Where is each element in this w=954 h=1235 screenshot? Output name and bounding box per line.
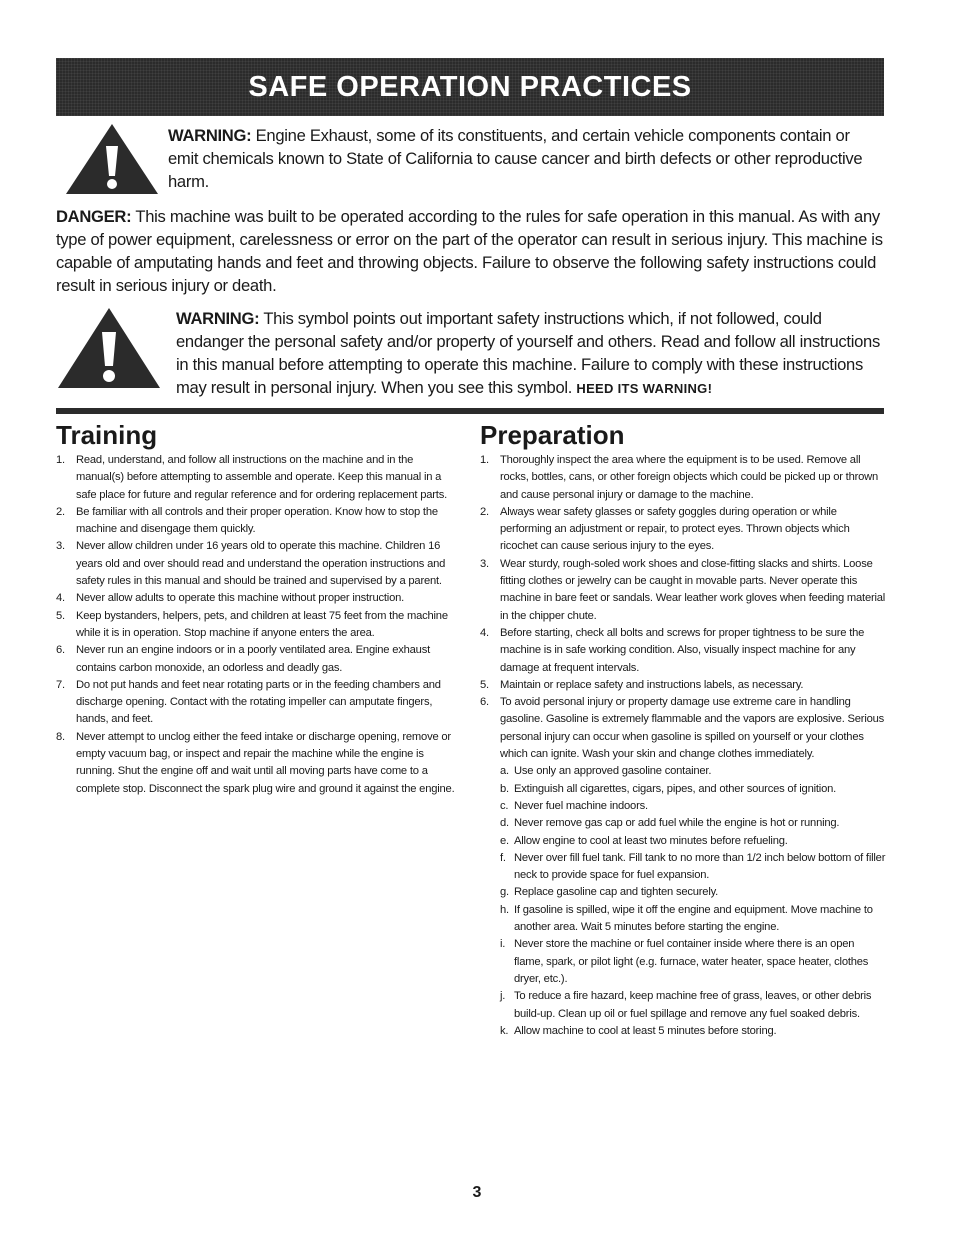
list-item-text: Wear sturdy, rough-soled work shoes and close-fitting slacks and shirts. Loose fitting clothes or jewelry can be caught in movable parts. Never operate this machine in bare feet or sandals. Wear leather work gloves when feeding material in the chipper chute.: [500, 557, 886, 622]
list-item-text: If gasoline is spilled, wipe it off the engine and equipment. Move machine to another area. Wait 5 minutes before starting the engine.: [514, 903, 873, 934]
list-item-number: e.: [500, 834, 509, 847]
list-item-text: Be familiar with all controls and their proper operation. Know how to stop the machine and disengage them quickly.: [76, 505, 438, 536]
list-item-text: Replace gasoline cap and tighten securely.: [514, 886, 719, 899]
training-heading: Training: [56, 420, 158, 450]
list-item-number: 4.: [56, 592, 65, 605]
list-item-number: 5.: [56, 609, 65, 622]
heed-warning-text: HEED ITS WARNING!: [576, 381, 713, 396]
list-item: [480, 504, 886, 556]
danger-text: [56, 205, 884, 297]
list-item-number: i.: [500, 938, 506, 951]
banner-title: SAFE OPERATION PRACTICES: [248, 70, 692, 103]
list-item-number: 3.: [480, 557, 489, 570]
sub-list-container: [480, 763, 886, 1040]
warning-body: Engine Exhaust, some of its constituents, and certain vehicle components contain or emit chemicals known to State of California to cause cancer and birth defects or other reproductive harm.: [168, 126, 863, 191]
page-number: 3: [472, 1184, 482, 1201]
sub-list-item: [500, 763, 886, 780]
list-item-number: k.: [500, 1024, 509, 1037]
list-item-number: h.: [500, 903, 509, 916]
list-item-number: 7.: [56, 678, 65, 691]
danger-label: DANGER:: [56, 207, 132, 226]
list-item: [480, 677, 886, 694]
list-item-number: 1.: [56, 454, 65, 466]
list-item-text: Allow engine to cool at least two minutes before refueling.: [514, 834, 788, 847]
list-item-number: 6.: [480, 696, 489, 709]
list-item-number: f.: [500, 851, 506, 864]
sub-list-item: [500, 833, 886, 850]
sub-list-item: [500, 902, 886, 937]
gasoline-sub-list: [500, 763, 886, 1040]
list-item-text: Never run an engine indoors or in a poorly ventilated area. Engine exhaust contains carbon monoxide, an odorless and deadly gas.: [76, 644, 430, 674]
training-list: [56, 452, 464, 798]
sub-list-item: [500, 781, 886, 798]
list-item-text: Maintain or replace safety and instructions labels, as necessary.: [500, 678, 804, 691]
list-item-text: Use only an approved gasoline container.: [514, 765, 712, 778]
list-item-text: Allow machine to cool at least 5 minutes before storing.: [514, 1024, 777, 1037]
list-item-number: a.: [500, 765, 509, 778]
list-item-text: Always wear safety glasses or safety goggles during operation or while performing an adjustment or repair, to protect eyes. Thrown objects which ricochet can cause serious injury to the eyes.: [500, 505, 850, 553]
list-item-number: 5.: [480, 678, 489, 691]
sub-list-item: [500, 798, 886, 815]
list-item-text: Never fuel machine indoors.: [514, 799, 648, 812]
list-item-number: 1.: [480, 454, 489, 466]
warning-triangle-icon: [56, 306, 162, 390]
list-item-number: j.: [500, 990, 506, 1003]
list-item-text: Never store the machine or fuel container inside where there is an open flame, spark, or pilot light (e.g. furnace, water heater, space heater, clothes dryer, etc.).: [514, 938, 869, 985]
warning-triangle-icon: [64, 122, 160, 196]
list-item-number: c.: [500, 799, 509, 812]
list-item: [56, 504, 464, 539]
list-item: [56, 608, 464, 643]
list-item-text: To reduce a fire hazard, keep machine free of grass, leaves, or other debris build-up. Clean up oil or fuel spillage and remove any fuel soaked debris.: [514, 990, 872, 1020]
list-item-number: 2.: [56, 505, 65, 518]
list-item-number: g.: [500, 886, 509, 899]
preparation-heading: Preparation: [480, 420, 625, 450]
list-item: [56, 538, 464, 590]
sub-list-item: [500, 815, 886, 832]
list-item-text: Read, understand, and follow all instructions on the machine and in the manual(s) before attempting to assemble and operate. Keep this manual in a safe place for future and regular reference and for ordering replacement parts.: [76, 454, 448, 501]
list-item-text: Never remove gas cap or add fuel while the engine is hot or running.: [514, 817, 840, 830]
list-item: [480, 694, 886, 763]
list-item: [56, 729, 464, 798]
list-item-number: 3.: [56, 540, 65, 553]
list-item: [56, 642, 464, 677]
list-item-number: b.: [500, 782, 509, 795]
warning-label: WARNING:: [176, 309, 260, 328]
list-item-number: 6.: [56, 644, 65, 657]
warning-body: This symbol points out important safety instructions which, if not followed, could endanger the personal safety and/or property of yourself and others. Read and follow all instructions in this manual before attempting to operate this machine. Failure to comply with these instructions may result in personal injury. When you see this symbol.: [176, 309, 880, 397]
list-item: [480, 556, 886, 625]
list-item-number: 8.: [56, 730, 65, 743]
danger-body: This machine was built to be operated according to the rules for safe operation in this manual. As with any type of power equipment, carelessness or error on the part of the operator can result in serious injury. This machine is capable of amputating hands and feet and throwing objects. Failure to observe the following safety instructions could result in serious injury or death.: [56, 207, 883, 295]
list-item: [56, 677, 464, 729]
list-item-text: Before starting, check all bolts and screws for proper tightness to be sure the machine is in safe working condition. Also, visually inspect machine for any damage at frequent intervals.: [500, 626, 865, 674]
sub-list-item: [500, 1023, 886, 1040]
warning-label: WARNING:: [168, 126, 252, 145]
list-item-text: Never over fill fuel tank. Fill tank to no more than 1/2 inch below bottom of filler neck to provide space for fuel expansion.: [514, 851, 886, 882]
list-item: [480, 452, 886, 504]
list-item-text: Never allow children under 16 years old to operate this machine. Children 16 years old and over should read and understand the operation instructions and safety rules in this manual and should be trained and supervised by a parent.: [76, 540, 446, 588]
list-item-number: 2.: [480, 505, 489, 518]
list-item-text: Do not put hands and feet near rotating parts or in the feeding chambers and discharge opening. Contact with the rotating impeller can amputate fingers, hands, and feet.: [76, 678, 441, 726]
warning-cancer-text: [168, 124, 884, 193]
sub-list-item: [500, 884, 886, 901]
list-item-number: d.: [500, 817, 509, 830]
sub-list-item: [500, 988, 886, 1023]
preparation-list: [480, 452, 886, 1040]
sub-list-item: [500, 850, 886, 885]
list-item: [56, 452, 464, 504]
list-item-text: Keep bystanders, helpers, pets, and children at least 75 feet from the machine while it is in operation. Stop machine if anyone enters the area.: [76, 609, 448, 639]
section-banner: [56, 58, 884, 116]
list-item-text: To avoid personal injury or property damage use extreme care in handling gasoline. Gasoline is extremely flammable and the vapors are explosive. Serious personal injury can occur when gasoline is spilled on yourself or your clothes which can ignite. Wash your skin and change clothes immediately.: [500, 696, 885, 761]
section-divider: [56, 408, 884, 414]
list-item-text: Never attempt to unclog either the feed intake or discharge opening, remove or empty vacuum bag, or inspect and repair the machine while the engine is running. Shut the engine off and wait until all moving parts have come to a complete stop. Disconnect the spark plug wire and ground it against the engine.: [76, 730, 455, 795]
list-item: [56, 590, 464, 607]
list-item-text: Never allow adults to operate this machine without proper instruction.: [76, 592, 405, 605]
list-item: [480, 625, 886, 677]
list-item-text: Extinguish all cigarettes, cigars, pipes, and other sources of ignition.: [514, 782, 837, 795]
list-item-text: Thoroughly inspect the area where the equipment is to be used. Remove all rocks, bottles, cans, or other foreign objects which could be picked up or thrown and cause personal injury or damage to the machine.: [500, 454, 879, 501]
list-item-number: 4.: [480, 626, 489, 639]
warning-symbol-text: [176, 307, 886, 400]
sub-list-item: [500, 936, 886, 988]
